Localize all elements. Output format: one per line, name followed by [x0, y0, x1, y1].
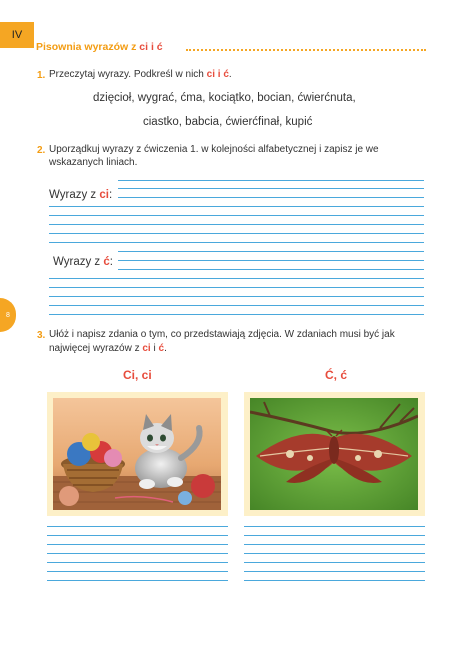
chapter-tab: IV — [0, 22, 34, 48]
caption-ci: Ci, ci — [123, 368, 152, 382]
exercise-3-instruction-c: ć — [158, 343, 165, 354]
exercise-1-instruction-text: Przeczytaj wyrazy. Podkreśl w nich — [49, 69, 207, 80]
exercise-3-number: 3. — [37, 330, 46, 341]
exercise-3-instruction-text: najwięcej wyrazów z — [49, 343, 143, 354]
writing-line[interactable] — [49, 314, 424, 315]
exercise-2-number: 2. — [37, 145, 46, 156]
writing-line[interactable] — [47, 580, 228, 581]
page-title — [36, 41, 163, 53]
writing-line[interactable] — [49, 224, 424, 225]
writing-line[interactable] — [47, 562, 228, 563]
writing-line[interactable] — [47, 553, 228, 554]
caption-c: Ć, ć — [325, 368, 348, 382]
page-number: 8 — [0, 298, 16, 332]
writing-line[interactable] — [49, 287, 424, 288]
label-words-c-letter: ć — [103, 256, 110, 268]
exercise-1-instruction-end: . — [228, 69, 232, 80]
writing-line[interactable] — [47, 571, 228, 572]
label-words-c — [53, 256, 113, 268]
writing-line[interactable] — [49, 242, 424, 243]
label-words-c-text: Wyrazy z — [53, 256, 104, 268]
writing-line[interactable] — [47, 544, 228, 545]
title-main: Pisownia wyrazów z — [36, 41, 140, 53]
writing-line[interactable] — [244, 535, 425, 536]
exercise-2-instruction-line-2: wskazanych liniach. — [49, 157, 138, 168]
label-words-ci-colon: : — [108, 189, 113, 201]
exercise-3-instruction-ci: ci — [142, 343, 151, 354]
exercise-1-instruction — [49, 68, 232, 82]
writing-line[interactable] — [244, 580, 425, 581]
writing-line[interactable] — [118, 188, 424, 189]
kitten-photo — [53, 398, 221, 510]
exercise-2-instruction-line-1: Uporządkuj wyrazy z ćwiczenia 1. w kolejności alfabetycznej i zapisz je we — [49, 144, 379, 155]
writing-line[interactable] — [244, 544, 425, 545]
writing-line[interactable] — [118, 269, 424, 270]
writing-line[interactable] — [49, 215, 424, 216]
exercise-1-instruction-letters: ci i ć — [206, 69, 229, 80]
exercise-3-instruction-mid: i — [150, 343, 159, 354]
label-words-ci-text: Wyrazy z — [49, 189, 100, 201]
writing-line[interactable] — [118, 251, 424, 252]
writing-line[interactable] — [47, 526, 228, 527]
exercise-3-instruction-end: . — [164, 343, 167, 354]
writing-line[interactable] — [49, 206, 424, 207]
writing-line[interactable] — [244, 553, 425, 554]
writing-line[interactable] — [118, 180, 424, 181]
exercise-3-instruction-line-2 — [49, 342, 167, 356]
writing-line[interactable] — [49, 233, 424, 234]
writing-line[interactable] — [49, 278, 424, 279]
exercise-1-number: 1. — [37, 70, 46, 81]
exercise-3-instruction-line-1: Ułóż i napisz zdania o tym, co przedstawiają zdjęcia. W zdaniach musi być jak — [49, 329, 395, 340]
writing-line[interactable] — [244, 571, 425, 572]
exercise-1-words-line-2: ciastko, babcia, ćwierćfinał, kupić — [143, 116, 313, 128]
title-dotted-line — [186, 49, 426, 51]
label-words-ci-letters: ci — [99, 189, 109, 201]
writing-line[interactable] — [118, 197, 424, 198]
moth-photo — [250, 398, 418, 510]
title-letters: ci i ć — [139, 41, 163, 53]
writing-line[interactable] — [49, 305, 424, 306]
label-words-ci — [49, 189, 112, 201]
writing-line[interactable] — [244, 526, 425, 527]
label-words-c-colon: : — [109, 256, 113, 268]
writing-line[interactable] — [118, 260, 424, 261]
writing-line[interactable] — [244, 562, 425, 563]
exercise-1-words-line-1: dzięcioł, wygrać, ćma, kociątko, bocian, ćwierćnuta, — [93, 92, 356, 104]
writing-line[interactable] — [49, 296, 424, 297]
writing-line[interactable] — [47, 535, 228, 536]
